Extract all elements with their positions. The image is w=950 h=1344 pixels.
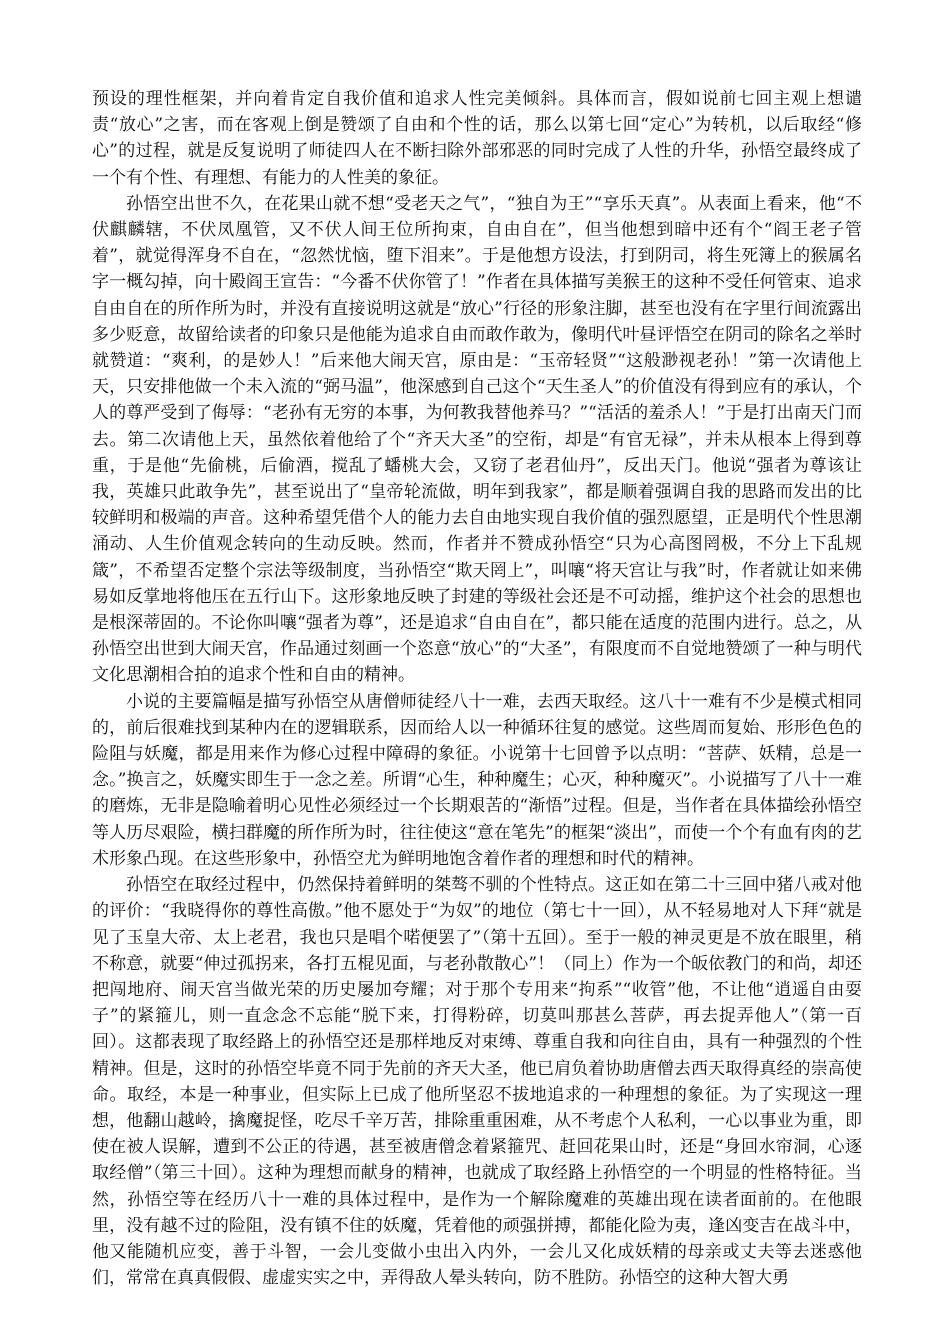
article-body bbox=[92, 86, 862, 1291]
paragraph-1: 预设的理性框架，并向着肯定自我价值和追求人性完美倾斜。具体而言，假如说前七回主观上想谴责“放心”之害，而在客观上倒是赞颂了自由和个性的话，那么以第七回“定心”为转机，以后取经“修心”的过程，就是反复说明了师徒四人在不断扫除外部邪恶的同时完成了人性的升华，孙悟空最终成了一个有个性、有理想、有能力的人性美的象征。 bbox=[92, 89, 862, 188]
paragraph-2: 孙悟空出世不久，在花果山就不想“受老天之气”，“独自为王”“享乐天真”。从表面上看来，他“不伏麒麟辖，不伏凤凰管，又不伏人间王位所拘束，自由自在”，但当他想到暗中还有个“阎王老子管着”，就觉得浑身不自在，“忽然忧恼，堕下泪来”。于是他想方设法，打到阴司，将生死簿上的猴属名字一概勾掉，向十殿阎王宣告：“今番不伏你管了！”作者在具体描写美猴王的这种不受任何管束、追求自由自在的所作所为时，并没有直接说明这就是“放心”行径的形象注脚，甚至也没有在字里行间流露出多少贬意，故留给读者的印象只是他能为追求自由而敢作敢为，像明代叶昼评悟空在阴司的除名之举时就赞道：“爽利，的是妙人！”后来他大闹天宫，原由是：“玉帝轻贤”“这般渺视老孙！”第一次请他上天，只安排他做一个未入流的“弼马温”，他深感到自己这个“天生圣人”的价值没有得到应有的承认，个人的尊严受到了侮辱：“老孙有无穷的本事，为何教我替他养马？”“活活的羞杀人！”于是打出南天门而去。第二次请他上天，虽然依着他给了个“齐天大圣”的空衔，却是“有官无禄”，并未从根本上得到尊重，于是他“先偷桃，后偷酒，搅乱了蟠桃大会，又窃了老君仙丹”，反出天门。他说“强者为尊该让我，英雄只此敢争先”，甚至说出了“皇帝轮流做，明年到我家”，都是顺着强调自我的思路而发出的比较鲜明和极端的声音。这种希望凭借个人的能力去自由地实现自我价值的强烈愿望，正是明代个性思潮涌动、人生价值观念转向的生动反映。然而，作者并不赞成孙悟空“只为心高图罔极，不分上下乱规箴”，不希望否定整个宗法等级制度，当孙悟空“欺天罔上”，叫嚷“将天宫让与我”时，作者就让如来佛易如反掌地将他压在五行山下。这形象地反映了封建的等级社会还是不可动摇，维护这个社会的思想也是根深蒂固的。不论你叫嚷“强者为尊”，还是追求“自由自在”，都只能在适度的范围内进行。总之，从孙悟空出世到大闹天宫，作品通过刻画一个恣意“放心”的“大圣”，有限度而不自觉地赞颂了一种与明代文化思潮相合拍的追求个性和自由的精神。 bbox=[92, 193, 862, 686]
paragraph-4: 孙悟空在取经过程中，仍然保持着鲜明的桀骜不驯的个性特点。这正如在第二十三回中猪八戒对他的评价：“我晓得你的尊性高傲。”他不愿处于“为奴”的地位（第七十一回），从不轻易地对人下拜“就是见了玉皇大帝、太上老君，我也只是唱个喏便罢了”（第十五回）。至于一般的神灵更是不放在眼里，稍不称意，就要“伸过孤拐来，各打五棍见面，与老孙散散心”！（同上）作为一个皈依教门的和尚，却还把闯地府、闹天宫当做光荣的历史屡加夸耀；对于那个专用来“拘系”“收管”他，不让他“逍遥自由耍子”的紧箍儿，则一直念念不忘能“脱下来，打得粉碎，切莫叫那甚么菩萨，再去捉弄他人”（第一百回）。这都表现了取经路上的孙悟空还是那样地反对束缚、尊重自我和向往自由，具有一种强烈的个性精神。但是，这时的孙悟空毕竟不同于先前的齐天大圣，他已肩负着协助唐僧去西天取得真经的崇高使命。取经，本是一种事业，但实际上已成了他所坚忍不拔地追求的一种理想的象征。为了实现这一理想，他翻山越岭，擒魔捉怪，吃尽千辛万苦，排除重重困难，从不考虑个人私利，一心以事业为重，即使在被人误解，遭到不公正的待遇，甚至被唐僧念着紧箍咒、赶回花果山时，还是“身回水帘洞，心逐取经僧”（第三十回）。这种为理想而献身的精神，也就成了取经路上孙悟空的一个明显的性格特征。当然，孙悟空等在经历八十一难的具体过程中，是作为一个解除魔难的英雄出现在读者面前的。在他眼里，没有越不过的险阻，没有镇不住的妖魔，凭着他的顽强拼搏，都能化险为夷，逢凶变吉在战斗中，他又能随机应变，善于斗智，一会儿变做小虫出入内外，一会儿又化成妖精的母亲或丈夫等去迷惑他们，常常在真真假假、虚虚实实之中，弄得敌人晕头转向，防不胜防。孙悟空的这种大智大勇 bbox=[92, 875, 862, 1289]
paragraph-3: 小说的主要篇幅是描写孙悟空从唐僧师徒经八十一难，去西天取经。这八十一难有不少是模式相同的，前后很难找到某种内在的逻辑联系，因而给人以一种循环往复的感觉。这些周而复始、形形色色的险阻与妖魔，都是用来作为修心过程中障碍的象征。小说第十七回曾予以点明：“菩萨、妖精，总是一念。”换言之，妖魔实即生于一念之差。所谓“心生，种种魔生；心灭，种种魔灭”。小说描写了八十一难的磨炼，无非是隐喻着明心见性必须经过一个长期艰苦的“渐悟”过程。但是，当作者在具体描绘孙悟空等人历尽艰险，横扫群魔的所作所为时，往往使这“意在笔先”的框架“淡出”，而使一个个有血有肉的艺术形象凸现。在这些形象中，孙悟空尤为鲜明地饱含着作者的理想和时代的精神。 bbox=[92, 691, 862, 869]
